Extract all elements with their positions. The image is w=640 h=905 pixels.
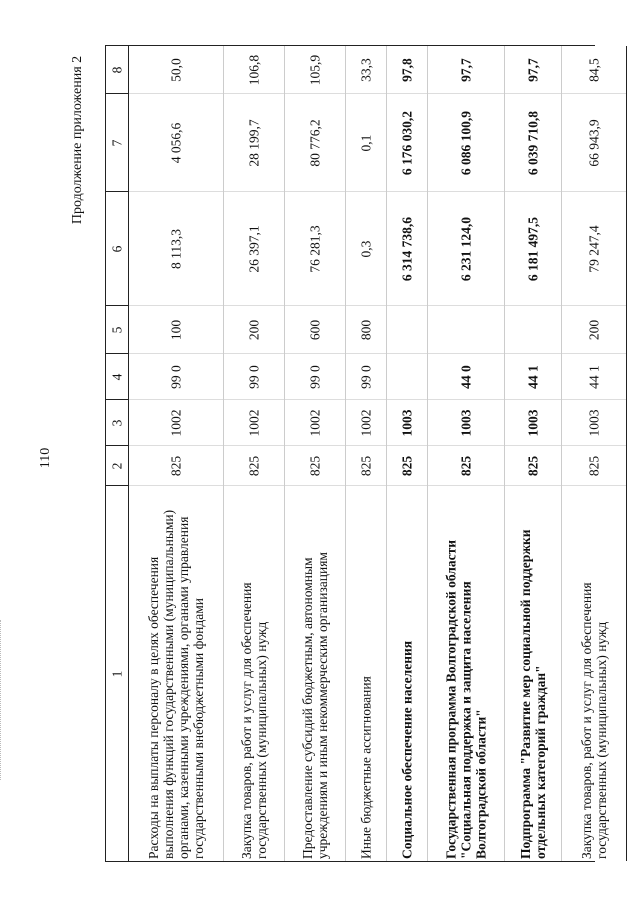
row-name: Государственная программа Волгоградской области "Социальная поддержка и защита населения Волгоградской области"	[443, 539, 489, 859]
cell-value: 1003	[525, 409, 541, 436]
cell-value: 44 1	[525, 364, 541, 389]
table-row	[285, 46, 346, 861]
row-cell-c8	[285, 46, 345, 94]
row-cell-c2	[129, 446, 223, 486]
cell-value: 44 1	[586, 364, 602, 389]
cell-value: 76 281,3	[307, 224, 323, 273]
row-cell-c2	[285, 446, 345, 486]
cell-value: 105,9	[307, 54, 323, 85]
row-cell-c8	[387, 46, 427, 94]
row-cell-c8	[346, 46, 386, 94]
row-cell-c5	[428, 306, 504, 354]
row-cell-c7	[285, 94, 345, 192]
cell-value: 800	[358, 319, 374, 340]
table-row	[387, 46, 428, 861]
row-cell-c7	[387, 94, 427, 192]
row-cell-c6	[562, 192, 626, 306]
row-cell-c5	[387, 306, 427, 354]
row-cell-c4	[428, 354, 504, 400]
row-cell-c6	[387, 192, 427, 306]
cell-value: 6 039 710,8	[525, 110, 541, 175]
row-cell-c3	[562, 400, 626, 446]
cell-value: 825	[246, 455, 262, 476]
cell-value: 84,5	[586, 57, 602, 82]
row-cell-c5	[224, 306, 284, 354]
row-cell-c4	[285, 354, 345, 400]
row-name: Расходы на выплаты персоналу в целях обеспечения выполнения функций государственными (муниципальными) органами, казенными учреждениями, органами управления государственными внебюджетными фондами	[146, 509, 206, 859]
cell-value: 6 181 497,5	[525, 216, 541, 281]
row-name: Иные бюджетные ассигнования	[358, 675, 374, 859]
header-cell-2: 2	[106, 446, 128, 486]
row-cell-c5	[505, 306, 561, 354]
row-name-cell	[224, 486, 284, 861]
cell-value: 825	[586, 455, 602, 476]
cell-value: 825	[358, 455, 374, 476]
row-cell-c8	[129, 46, 223, 94]
row-cell-c7	[129, 94, 223, 192]
cell-value: 33,3	[358, 57, 374, 82]
cell-value: 28 199,7	[246, 118, 262, 167]
cell-value: 26 397,1	[246, 224, 262, 273]
cell-value: 825	[458, 455, 474, 476]
row-name: Социальное обеспечение населения	[399, 640, 415, 859]
cell-value: 1002	[307, 409, 323, 436]
row-name-cell	[346, 486, 386, 861]
cell-value: 1003	[586, 409, 602, 436]
row-cell-c7	[505, 94, 561, 192]
header-cell-6: 6	[106, 192, 128, 306]
cell-value: 200	[246, 319, 262, 340]
cell-value: 6 086 100,9	[458, 110, 474, 175]
cell-value: 0,3	[358, 240, 374, 257]
header-cell-1: 1	[109, 670, 125, 677]
appendix-caption: Продолжение приложения 2	[70, 55, 85, 225]
row-cell-c3	[224, 400, 284, 446]
table-row	[562, 46, 627, 861]
cell-value: 6 314 738,6	[399, 216, 415, 281]
header-cell-3: 3	[106, 400, 128, 446]
row-cell-c3	[129, 400, 223, 446]
cell-value: 825	[399, 455, 415, 476]
header-cell-4: 4	[106, 354, 128, 400]
row-name-cell	[505, 486, 561, 861]
row-name-cell	[562, 486, 626, 861]
table-row	[129, 46, 224, 861]
row-cell-c3	[387, 400, 427, 446]
row-cell-c5	[129, 306, 223, 354]
cell-value: 8 113,3	[168, 228, 184, 269]
row-cell-c6	[224, 192, 284, 306]
table-row	[505, 46, 562, 861]
cell-value: 79 247,4	[586, 224, 602, 273]
cell-value: 6 176 030,2	[399, 110, 415, 175]
row-cell-c3	[346, 400, 386, 446]
row-cell-c7	[346, 94, 386, 192]
row-cell-c7	[224, 94, 284, 192]
cell-value: 1003	[399, 409, 415, 436]
row-cell-c4	[562, 354, 626, 400]
row-cell-c4	[224, 354, 284, 400]
page-number: 110	[38, 447, 54, 469]
row-cell-c2	[224, 446, 284, 486]
row-cell-c7	[428, 94, 504, 192]
row-cell-c8	[224, 46, 284, 94]
cell-value: 50,0	[168, 57, 184, 82]
table-header	[105, 46, 129, 861]
cell-value: 99 0	[358, 364, 374, 389]
row-cell-c8	[428, 46, 504, 94]
cell-value: 1002	[246, 409, 262, 436]
table-row	[224, 46, 285, 861]
row-name: Закупка товаров, работ и услуг для обеспечения государственных (муниципальных) нужд	[579, 581, 609, 859]
row-cell-c3	[428, 400, 504, 446]
row-name-cell	[428, 486, 504, 861]
row-cell-c2	[562, 446, 626, 486]
cell-value: 100	[168, 319, 184, 340]
row-cell-c6	[346, 192, 386, 306]
cell-value: 99 0	[168, 364, 184, 389]
row-cell-c4	[346, 354, 386, 400]
cell-value: 99 0	[246, 364, 262, 389]
row-cell-c4	[505, 354, 561, 400]
row-cell-c5	[346, 306, 386, 354]
cell-value: 99 0	[307, 364, 323, 389]
row-cell-c4	[129, 354, 223, 400]
row-name-cell	[387, 486, 427, 861]
cell-value: 1002	[168, 409, 184, 436]
table-row	[346, 46, 387, 861]
cell-value: 44 0	[458, 364, 474, 389]
cell-value: 97,7	[458, 57, 474, 82]
cell-value: 6 231 124,0	[458, 216, 474, 281]
budget-table	[105, 45, 609, 862]
table-row	[428, 46, 505, 861]
row-cell-c8	[562, 46, 626, 94]
header-cell-5: 5	[106, 306, 128, 354]
row-cell-c2	[346, 446, 386, 486]
header-cell-7: 7	[106, 94, 128, 192]
cell-value: 825	[168, 455, 184, 476]
cell-value: 80 776,2	[307, 118, 323, 167]
row-cell-c6	[428, 192, 504, 306]
binding-edge	[0, 620, 7, 780]
cell-value: 1002	[358, 409, 374, 436]
row-name-cell	[129, 486, 223, 861]
row-cell-c8	[505, 46, 561, 94]
row-cell-c6	[129, 192, 223, 306]
row-cell-c5	[562, 306, 626, 354]
cell-value: 1003	[458, 409, 474, 436]
cell-value: 0,1	[358, 134, 374, 151]
row-cell-c2	[428, 446, 504, 486]
row-cell-c6	[285, 192, 345, 306]
header-cell-8: 8	[106, 46, 128, 94]
cell-value: 200	[586, 319, 602, 340]
row-name: Предоставление субсидий бюджетным, автономным учреждениям и иным некоммерческим организациям	[300, 551, 330, 859]
row-cell-c7	[562, 94, 626, 192]
cell-value: 66 943,9	[586, 118, 602, 167]
row-cell-c2	[387, 446, 427, 486]
row-cell-c4	[387, 354, 427, 400]
cell-value: 106,8	[246, 54, 262, 85]
cell-value: 97,7	[525, 57, 541, 82]
row-cell-c2	[505, 446, 561, 486]
row-cell-c3	[505, 400, 561, 446]
row-cell-c6	[505, 192, 561, 306]
cell-value: 4 056,6	[168, 122, 184, 163]
cell-value: 825	[307, 455, 323, 476]
row-name-cell	[285, 486, 345, 861]
row-cell-c3	[285, 400, 345, 446]
cell-value: 600	[307, 319, 323, 340]
cell-value: 97,8	[399, 57, 415, 82]
row-name: Закупка товаров, работ и услуг для обеспечения государственных (муниципальных) нужд	[239, 581, 269, 859]
cell-value: 825	[525, 455, 541, 476]
row-name: Подпрограмма "Развитие мер социальной поддержки отдельных категорий граждан"	[518, 528, 548, 859]
row-cell-c5	[285, 306, 345, 354]
